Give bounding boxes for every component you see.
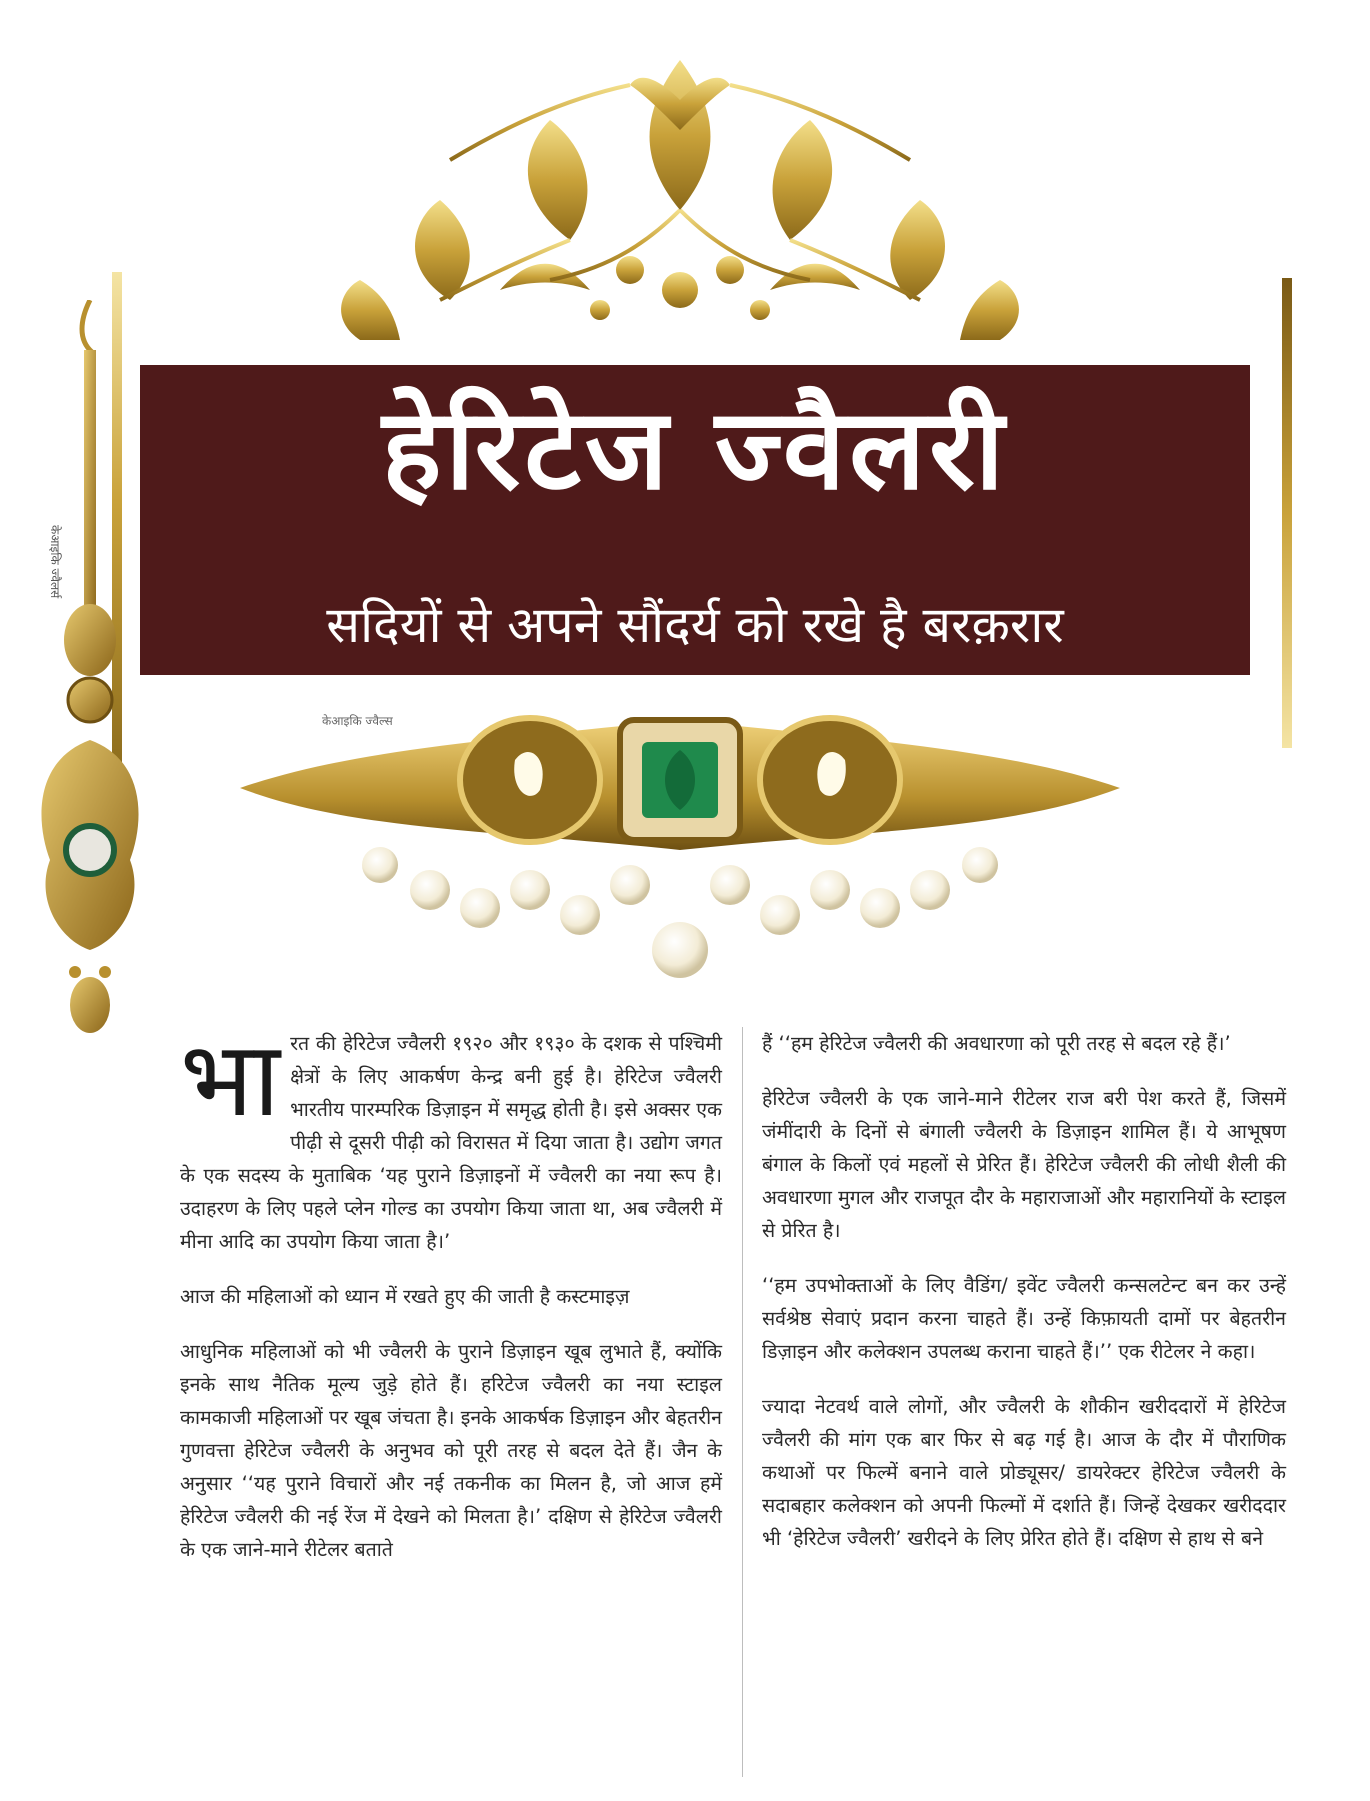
article-paragraph: हेरिटेज ज्वैलरी के एक जाने-माने रीटेलर राज बरी पेश करते हैं, जिसमें जंमींदारी के दिनों से बंगाली ज्वैलरी के डिज़ाइन शामिल हैं। ये आभूषण बंगाल के किलों एवं महलों से प्रेरित हैं। हेरिटेज ज्वैलरी की लोधी शैली की अवधारणा मुगल और राजपूत दौर के महाराजाओं और महारानियों के स्टाइल से प्रेरित है। bbox=[762, 1087, 1286, 1242]
article-paragraph-text: रत की हेरिटेज ज्वैलरी १९२० और १९३० के दशक से पश्चिमी क्षेत्रों के लिए आकर्षण केन्द्र बनी हुई है। हेरिटेज ज्वैलरी भारतीय पारम्परिक डिज़ाइन में समृद्ध होती है। इसे अक्सर एक पीढ़ी से दूसरी पीढ़ी को विरासत में दिया जाता है। उद्योग जगत के एक सदस्य के मुताबिक ‘यह पुराने डिज़ाइनों में ज्वैलरी का नया रूप है। उदाहरण के लिए पहले प्लेन गोल्ड का उपयोग किया जाता था, अब ज्वैलरी में मीना आदि का उपयोग किया जाता है।’ bbox=[180, 1032, 722, 1253]
article-paragraph: ज्यादा नेटवर्थ वाले लोगों, और ज्वैलरी के शौकीन खरीददारों में हेरिटेज ज्वैलरी की मांग एक बार फिर से बढ़ गई है। आज के दौर में पौराणिक कथाओं पर फिल्में बनाने वाले प्रोड्यूसर/ डायरेक्टर हेरिटेज ज्वैलरी के सदाबहार कलेक्शन को अपनी फिल्मों में दर्शाते हैं। जिन्हें देखकर खरीददार भी ‘हेरिटेज ज्वैलरी’ खरीदने के लिए प्रेरित होते हैं। दक्षिण से हाथ से बने bbox=[762, 1395, 1286, 1550]
article-column-right bbox=[762, 1027, 1286, 1577]
article-paragraph: ‘‘हम उपभोक्ताओं के लिए वैडिंग/ इवेंट ज्वैलरी कन्सलटेन्ट बन कर उन्हें सर्वश्रेष्ठ सेवाएं प्रदान करना चाहते हैं। उन्हें किफ़ायती दामों पर बेहतरीन डिज़ाइन और कलेक्शन उपलब्ध कराना चाहते हैं।’’ एक रीटेलर ने कहा। bbox=[762, 1274, 1286, 1363]
article-paragraph: हैं ‘‘हम हेरिटेज ज्वैलरी की अवधारणा को पूरी तरह से बदल रहे हैं।’ bbox=[762, 1032, 1231, 1055]
maang-tikka-image bbox=[20, 300, 140, 1160]
photo-credit-left: केआइकि ज्वैलर्स bbox=[48, 525, 62, 599]
dropcap: भा bbox=[180, 1018, 281, 1140]
page-title: हेरिटेज ज्वैलरी bbox=[382, 385, 1008, 515]
article-paragraph: आधुनिक महिलाओं को भी ज्वैलरी के पुराने डिज़ाइन खूब लुभाते हैं, क्योंकि इनके साथ नैतिक मूल्य जुड़े होते हैं। हरिटेज ज्वैलरी का नया स्टाइल कामकाजी महिलाओं पर खूब जंचता है। इनके आकर्षक डिज़ाइन और बेहतरीन गुणवत्ता हेरिटेज ज्वैलरी के अनुभव को पूरी तरह से बदल देते हैं। जैन के अनुसार ‘‘यह पुराने विचारों और नई तकनीक का मिलन है, जो आज हमें हेरिटेज ज्वैलरी की नई रेंज में देखने को मिलता है।’ दक्षिण से हेरिटेज ज्वैलरी के एक जाने-माने रीटेलर बताते bbox=[180, 1340, 722, 1561]
jewelry-image bbox=[230, 680, 1130, 1000]
article-subheading: आज की महिलाओं को ध्यान में रखते हुए की जाती है कस्टमाइज़ bbox=[180, 1285, 630, 1308]
column-divider bbox=[742, 1027, 743, 1777]
article-column-left bbox=[180, 1018, 722, 1588]
gold-rule-right bbox=[1282, 278, 1292, 748]
photo-credit-banner: केआइकि ज्वैल्स bbox=[322, 714, 393, 728]
gold-floral-ornament bbox=[300, 40, 1060, 340]
article-paragraph bbox=[180, 1018, 722, 1258]
page-subtitle: सदियों से अपने सौंदर्य को रखे है बरक़रार bbox=[326, 596, 1064, 654]
